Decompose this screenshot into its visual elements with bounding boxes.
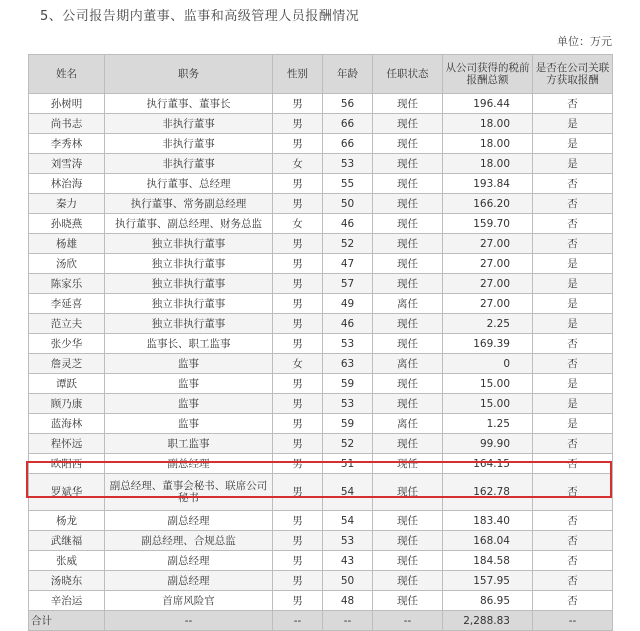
total-gender: --	[273, 611, 323, 631]
cell-pay: 159.70	[443, 214, 533, 234]
cell-age: 53	[323, 154, 373, 174]
cell-name: 罗斌华	[29, 474, 105, 511]
cell-pay: 196.44	[443, 94, 533, 114]
cell-pay: 18.00	[443, 114, 533, 134]
cell-name: 秦力	[29, 194, 105, 214]
table-row	[29, 274, 613, 294]
cell-age: 53	[323, 334, 373, 354]
cell-age: 59	[323, 414, 373, 434]
cell-status: 现任	[373, 234, 443, 254]
cell-status: 现任	[373, 551, 443, 571]
cell-related: 否	[533, 214, 613, 234]
cell-age: 59	[323, 374, 373, 394]
cell-name: 杨雄	[29, 234, 105, 254]
cell-name: 李秀林	[29, 134, 105, 154]
cell-related: 否	[533, 234, 613, 254]
cell-pay: 166.20	[443, 194, 533, 214]
cell-gender: 男	[273, 434, 323, 454]
cell-position: 执行董事、董事长	[105, 94, 273, 114]
total-row	[29, 611, 613, 631]
cell-pay: 27.00	[443, 294, 533, 314]
cell-gender: 男	[273, 274, 323, 294]
table-row	[29, 354, 613, 374]
cell-age: 52	[323, 234, 373, 254]
cell-related: 是	[533, 274, 613, 294]
cell-gender: 男	[273, 194, 323, 214]
table-row	[29, 474, 613, 511]
table-row	[29, 591, 613, 611]
cell-name: 尚书志	[29, 114, 105, 134]
cell-gender: 男	[273, 531, 323, 551]
table-row	[29, 334, 613, 354]
col-header-pay: 从公司获得的税前报酬总额	[443, 55, 533, 94]
col-header-related: 是否在公司关联方获取报酬	[533, 55, 613, 94]
table-row	[29, 531, 613, 551]
cell-name: 欧阳西	[29, 454, 105, 474]
cell-position: 副总经理、合规总监	[105, 531, 273, 551]
cell-name: 詹灵芝	[29, 354, 105, 374]
cell-status: 现任	[373, 394, 443, 414]
cell-status: 现任	[373, 474, 443, 511]
cell-name: 孙晓燕	[29, 214, 105, 234]
cell-related: 否	[533, 571, 613, 591]
cell-pay: 18.00	[443, 154, 533, 174]
cell-name: 李延喜	[29, 294, 105, 314]
cell-pay: 15.00	[443, 394, 533, 414]
cell-name: 辛治运	[29, 591, 105, 611]
cell-status: 现任	[373, 511, 443, 531]
total-label: 合计	[29, 611, 105, 631]
cell-status: 现任	[373, 254, 443, 274]
cell-gender: 男	[273, 314, 323, 334]
cell-name: 程怀远	[29, 434, 105, 454]
cell-name: 蓝海林	[29, 414, 105, 434]
cell-age: 43	[323, 551, 373, 571]
cell-pay: 1.25	[443, 414, 533, 434]
cell-related: 是	[533, 394, 613, 414]
cell-pay: 27.00	[443, 234, 533, 254]
cell-position: 首席风险官	[105, 591, 273, 611]
cell-gender: 男	[273, 474, 323, 511]
cell-position: 监事	[105, 354, 273, 374]
cell-gender: 男	[273, 511, 323, 531]
cell-position: 职工监事	[105, 434, 273, 454]
cell-gender: 男	[273, 591, 323, 611]
table-row	[29, 511, 613, 531]
cell-pay: 157.95	[443, 571, 533, 591]
cell-age: 54	[323, 511, 373, 531]
total-related: --	[533, 611, 613, 631]
cell-age: 55	[323, 174, 373, 194]
cell-pay: 164.15	[443, 454, 533, 474]
table-row	[29, 414, 613, 434]
cell-age: 51	[323, 454, 373, 474]
cell-related: 是	[533, 134, 613, 154]
cell-name: 张威	[29, 551, 105, 571]
col-header-age: 年龄	[323, 55, 373, 94]
cell-status: 现任	[373, 531, 443, 551]
cell-name: 汤晓东	[29, 571, 105, 591]
total-age: --	[323, 611, 373, 631]
table-row	[29, 314, 613, 334]
cell-related: 是	[533, 254, 613, 274]
col-header-name: 姓名	[29, 55, 105, 94]
cell-gender: 女	[273, 154, 323, 174]
cell-gender: 男	[273, 114, 323, 134]
cell-gender: 男	[273, 294, 323, 314]
cell-age: 56	[323, 94, 373, 114]
cell-status: 现任	[373, 114, 443, 134]
cell-position: 监事	[105, 374, 273, 394]
cell-status: 现任	[373, 434, 443, 454]
cell-pay: 18.00	[443, 134, 533, 154]
cell-age: 46	[323, 214, 373, 234]
cell-related: 否	[533, 354, 613, 374]
col-header-position: 职务	[105, 55, 273, 94]
cell-position: 副总经理	[105, 511, 273, 531]
cell-position: 副总经理	[105, 454, 273, 474]
cell-position: 非执行董事	[105, 134, 273, 154]
cell-position: 独立非执行董事	[105, 274, 273, 294]
cell-status: 现任	[373, 274, 443, 294]
cell-related: 否	[533, 94, 613, 114]
cell-status: 现任	[373, 334, 443, 354]
cell-age: 47	[323, 254, 373, 274]
table-row	[29, 94, 613, 114]
table-row	[29, 551, 613, 571]
cell-gender: 男	[273, 454, 323, 474]
cell-related: 是	[533, 314, 613, 334]
cell-pay: 193.84	[443, 174, 533, 194]
compensation-table	[28, 54, 613, 631]
cell-age: 48	[323, 591, 373, 611]
cell-gender: 男	[273, 134, 323, 154]
cell-pay: 27.00	[443, 254, 533, 274]
cell-gender: 女	[273, 214, 323, 234]
cell-status: 现任	[373, 454, 443, 474]
cell-status: 离任	[373, 414, 443, 434]
cell-position: 副总经理	[105, 571, 273, 591]
cell-status: 现任	[373, 174, 443, 194]
cell-position: 执行董事、总经理	[105, 174, 273, 194]
cell-position: 独立非执行董事	[105, 254, 273, 274]
table-row	[29, 154, 613, 174]
cell-age: 54	[323, 474, 373, 511]
table-row	[29, 234, 613, 254]
cell-status: 离任	[373, 294, 443, 314]
table-row	[29, 194, 613, 214]
cell-age: 53	[323, 394, 373, 414]
cell-status: 现任	[373, 314, 443, 334]
cell-gender: 男	[273, 334, 323, 354]
cell-name: 林治海	[29, 174, 105, 194]
cell-related: 否	[533, 531, 613, 551]
cell-position: 监事	[105, 394, 273, 414]
cell-related: 否	[533, 334, 613, 354]
cell-pay: 27.00	[443, 274, 533, 294]
cell-status: 现任	[373, 571, 443, 591]
cell-pay: 15.00	[443, 374, 533, 394]
cell-pay: 183.40	[443, 511, 533, 531]
cell-related: 否	[533, 551, 613, 571]
table-row	[29, 254, 613, 274]
cell-age: 66	[323, 114, 373, 134]
cell-gender: 男	[273, 571, 323, 591]
cell-related: 是	[533, 374, 613, 394]
table-row	[29, 214, 613, 234]
cell-related: 否	[533, 474, 613, 511]
cell-pay: 162.78	[443, 474, 533, 511]
cell-status: 现任	[373, 214, 443, 234]
cell-name: 武继福	[29, 531, 105, 551]
cell-related: 否	[533, 194, 613, 214]
col-header-status: 任职状态	[373, 55, 443, 94]
cell-gender: 男	[273, 551, 323, 571]
cell-age: 57	[323, 274, 373, 294]
cell-position: 副总经理、董事会秘书、联席公司秘书	[105, 474, 273, 511]
cell-related: 是	[533, 114, 613, 134]
unit-label: 单位：万元	[557, 35, 612, 48]
cell-related: 是	[533, 414, 613, 434]
header-row	[29, 55, 613, 94]
cell-status: 现任	[373, 194, 443, 214]
table-row	[29, 434, 613, 454]
cell-status: 现任	[373, 134, 443, 154]
cell-name: 张少华	[29, 334, 105, 354]
cell-position: 监事长、职工监事	[105, 334, 273, 354]
cell-position: 非执行董事	[105, 114, 273, 134]
col-header-gender: 性别	[273, 55, 323, 94]
cell-gender: 男	[273, 394, 323, 414]
section-heading: 5、公司报告期内董事、监事和高级管理人员报酬情况	[40, 9, 360, 24]
cell-age: 46	[323, 314, 373, 334]
cell-age: 52	[323, 434, 373, 454]
cell-age: 50	[323, 194, 373, 214]
cell-pay: 2.25	[443, 314, 533, 334]
cell-pay: 0	[443, 354, 533, 374]
cell-related: 是	[533, 294, 613, 314]
cell-age: 63	[323, 354, 373, 374]
cell-gender: 女	[273, 354, 323, 374]
cell-gender: 男	[273, 414, 323, 434]
cell-position: 独立非执行董事	[105, 314, 273, 334]
cell-status: 现任	[373, 591, 443, 611]
cell-name: 汤欣	[29, 254, 105, 274]
cell-gender: 男	[273, 254, 323, 274]
cell-name: 谭跃	[29, 374, 105, 394]
cell-related: 否	[533, 174, 613, 194]
cell-position: 执行董事、常务副总经理	[105, 194, 273, 214]
cell-name: 杨龙	[29, 511, 105, 531]
total-position: --	[105, 611, 273, 631]
cell-related: 否	[533, 454, 613, 474]
cell-pay: 184.58	[443, 551, 533, 571]
cell-related: 否	[533, 591, 613, 611]
cell-related: 是	[533, 154, 613, 174]
cell-pay: 169.39	[443, 334, 533, 354]
cell-pay: 86.95	[443, 591, 533, 611]
cell-gender: 男	[273, 374, 323, 394]
table-row	[29, 134, 613, 154]
cell-age: 50	[323, 571, 373, 591]
table-row	[29, 174, 613, 194]
cell-status: 现任	[373, 374, 443, 394]
cell-position: 监事	[105, 414, 273, 434]
cell-name: 孙树明	[29, 94, 105, 114]
cell-age: 66	[323, 134, 373, 154]
table-row	[29, 374, 613, 394]
cell-related: 否	[533, 434, 613, 454]
total-status: --	[373, 611, 443, 631]
cell-name: 陈家乐	[29, 274, 105, 294]
cell-pay: 168.04	[443, 531, 533, 551]
cell-name: 范立夫	[29, 314, 105, 334]
cell-age: 53	[323, 531, 373, 551]
cell-related: 否	[533, 511, 613, 531]
cell-pay: 99.90	[443, 434, 533, 454]
table-row	[29, 294, 613, 314]
table-row	[29, 571, 613, 591]
cell-gender: 男	[273, 94, 323, 114]
table-row	[29, 454, 613, 474]
cell-status: 现任	[373, 154, 443, 174]
table-row	[29, 394, 613, 414]
cell-name: 顾乃康	[29, 394, 105, 414]
total-pay: 2,288.83	[443, 611, 533, 631]
cell-age: 49	[323, 294, 373, 314]
cell-status: 现任	[373, 94, 443, 114]
cell-status: 离任	[373, 354, 443, 374]
table-row	[29, 114, 613, 134]
cell-gender: 男	[273, 234, 323, 254]
cell-position: 非执行董事	[105, 154, 273, 174]
cell-position: 独立非执行董事	[105, 234, 273, 254]
cell-gender: 男	[273, 174, 323, 194]
cell-position: 执行董事、副总经理、财务总监	[105, 214, 273, 234]
cell-name: 刘雪涛	[29, 154, 105, 174]
cell-position: 副总经理	[105, 551, 273, 571]
cell-position: 独立非执行董事	[105, 294, 273, 314]
